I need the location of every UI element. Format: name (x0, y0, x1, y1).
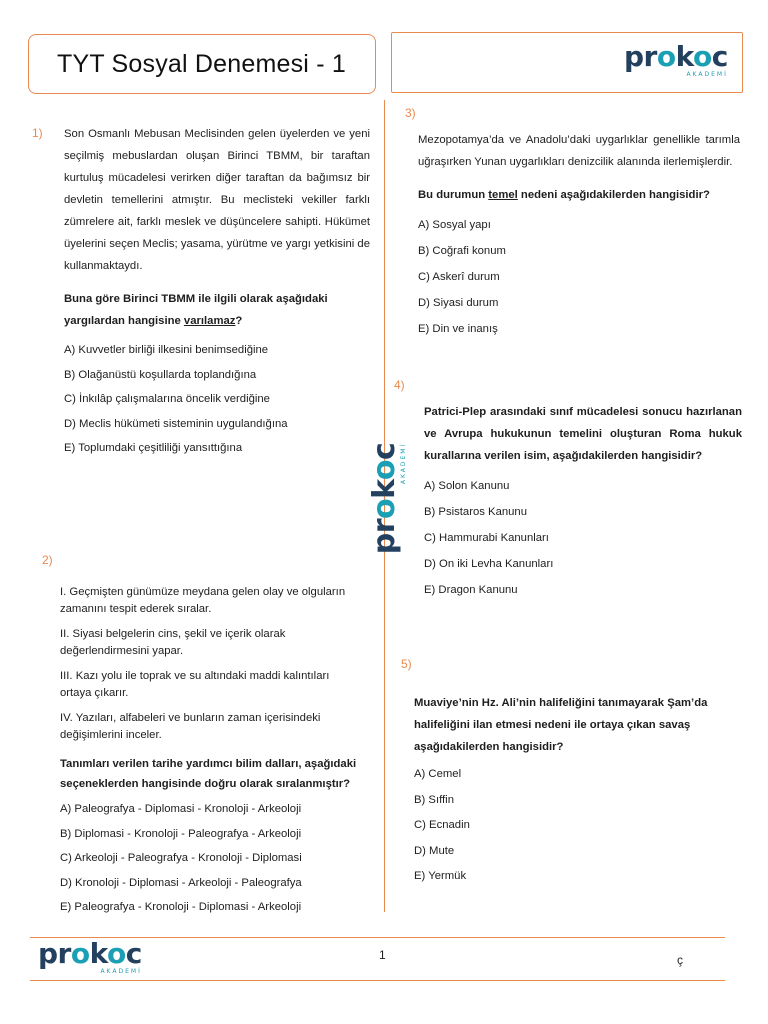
question-5-prompt: Muaviye’nin Hz. Ali’nin halifeliğini tanımayarak Şam’da halifeliğini ilan etmesi nedeni ile ortaya çıkan savaş aşağıdakilerden hangisidir? (414, 697, 708, 753)
footer-logo: prokoc AKADEMİ (38, 937, 142, 975)
watermark-logo: prokoc AKADEMİ (367, 442, 408, 555)
question-1-stem: Son Osmanlı Mebusan Meclisinden gelen üyelerden ve yeni seçilmiş mebuslardan oluşan Birinci TBMM, bir taraftan kurtuluş mücadelesi verirken diğer taraftan da bağımsız bir devletin temellerini atmıştır. Bu meclisteki vekiller farklı zümrelere ait, farklı meslek ve düşüncelere sahipti. Hükümet üyelerini seçen Meclis; yasama, yürütme ve yargı yetkisini de kullanmaktaydı. (64, 128, 370, 272)
question-4-option-e[interactable]: E) Dragon Kanunu (424, 584, 518, 596)
question-2-prompt: Tanımları verilen tarihe yardımcı bilim dalları, aşağıdaki seçeneklerden hangisinde doğru olarak sıralanmıştır? (60, 758, 357, 790)
question-4-option-b[interactable]: B) Psistaros Kanunu (424, 506, 527, 518)
title-box (28, 34, 376, 94)
brand-logo-sub: AKADEMİ (686, 71, 728, 78)
question-5 (414, 692, 738, 890)
header-logo-box (391, 32, 743, 93)
question-1-prompt: Buna göre Birinci TBMM ile ilgili olarak aşağıdaki yargılardan hangisine varılamaz? (64, 293, 328, 327)
question-2-option-b[interactable]: B) Diplomasi - Kronoloji - Paleografya - Arkeoloji (60, 827, 302, 840)
brand-logo: prokoc AKADEMİ (624, 40, 728, 78)
question-1 (64, 123, 370, 461)
question-1-option-c[interactable]: C) İnkılâp çalışmalarına öncelik verdiğine (64, 393, 270, 405)
question-5-option-d[interactable]: D) Mute (414, 844, 455, 857)
question-4-option-a[interactable]: A) Solon Kanunu (424, 480, 510, 492)
question-5-option-a[interactable]: A) Cemel (414, 768, 462, 780)
question-number-4: 4) (394, 378, 405, 392)
question-4-option-c[interactable]: C) Hammurabi Kanunları (424, 532, 549, 544)
question-number-3: 3) (405, 106, 416, 120)
question-3-option-a[interactable]: A) Sosyal yapı (418, 219, 491, 231)
question-3-stem: Mezopotamya’da ve Anadolu’daki uygarlıklar genellikle tarımla uğraşırken Yunan uygarlıkları denizcilik alanında ilerlemişlerdir. (418, 134, 740, 168)
question-3-prompt: Bu durumun temel nedeni aşağıdakilerden hangisidir? (418, 189, 710, 201)
question-number-1: 1) (32, 126, 43, 140)
question-number-5: 5) (401, 657, 412, 671)
page-title: TYT Sosyal Denemesi - 1 (57, 49, 346, 78)
question-4 (424, 401, 742, 603)
question-number-2: 2) (42, 553, 53, 567)
question-2 (60, 584, 360, 920)
footer-divider-bottom (30, 980, 725, 981)
question-5-option-c[interactable]: C) Ecnadin (414, 819, 470, 831)
question-3-option-c[interactable]: C) Askerî durum (418, 271, 500, 283)
question-2-item-2: II. Siyasi belgelerin cins, şekil ve içerik olarak değerlendirmesini yapar. (60, 628, 286, 657)
question-3-option-b[interactable]: B) Coğrafi konum (418, 245, 506, 257)
question-2-option-a[interactable]: A) Paleografya - Diplomasi - Kronoloji - Arkeoloji (60, 803, 302, 815)
question-3-option-d[interactable]: D) Siyasi durum (418, 297, 499, 309)
question-2-item-1: I. Geçmişten günümüze meydana gelen olay ve olguların zamanını tespit ederek sıralar. (60, 586, 346, 615)
question-2-option-c[interactable]: C) Arkeoloji - Paleografya - Kronoloji - Diplomasi (60, 852, 302, 864)
question-1-option-d[interactable]: D) Meclis hükümeti sisteminin uygulandığına (64, 417, 288, 430)
footer-mark: ç (677, 953, 683, 967)
question-3-option-e[interactable]: E) Din ve inanış (418, 323, 498, 335)
question-4-option-d[interactable]: D) On iki Levha Kanunları (424, 558, 554, 570)
question-3 (418, 129, 740, 342)
question-4-prompt: Patrici-Plep arasındaki sınıf mücadelesi sonucu hazırlanan ve Avrupa hukukunun temelini oluşturan Roma hukuk kurallarına verilen isim, aşağıdakilerden hangisidir? (424, 406, 742, 462)
question-2-option-e[interactable]: E) Paleografya - Kronoloji - Diplomasi - Arkeoloji (60, 901, 302, 913)
question-2-option-d[interactable]: D) Kronoloji - Diplomasi - Arkeoloji - Paleografya (60, 876, 302, 889)
question-2-item-4: IV. Yazıları, alfabeleri ve bunların zaman içerisindeki değişimlerini inceler. (60, 712, 321, 741)
question-1-option-e[interactable]: E) Toplumdaki çeşitliliği yansıttığına (64, 442, 243, 454)
question-5-option-e[interactable]: E) Yermük (414, 870, 467, 882)
question-5-option-b[interactable]: B) Sıffin (414, 793, 454, 806)
question-1-option-a[interactable]: A) Kuvvetler birliği ilkesini benimsediğine (64, 344, 269, 356)
page-number: 1 (379, 948, 386, 962)
question-2-item-3: III. Kazı yolu ile toprak ve su altındaki maddi kalıntıları ortaya çıkarır. (60, 670, 330, 699)
question-1-option-b[interactable]: B) Olağanüstü koşullarda toplandığına (64, 368, 257, 381)
